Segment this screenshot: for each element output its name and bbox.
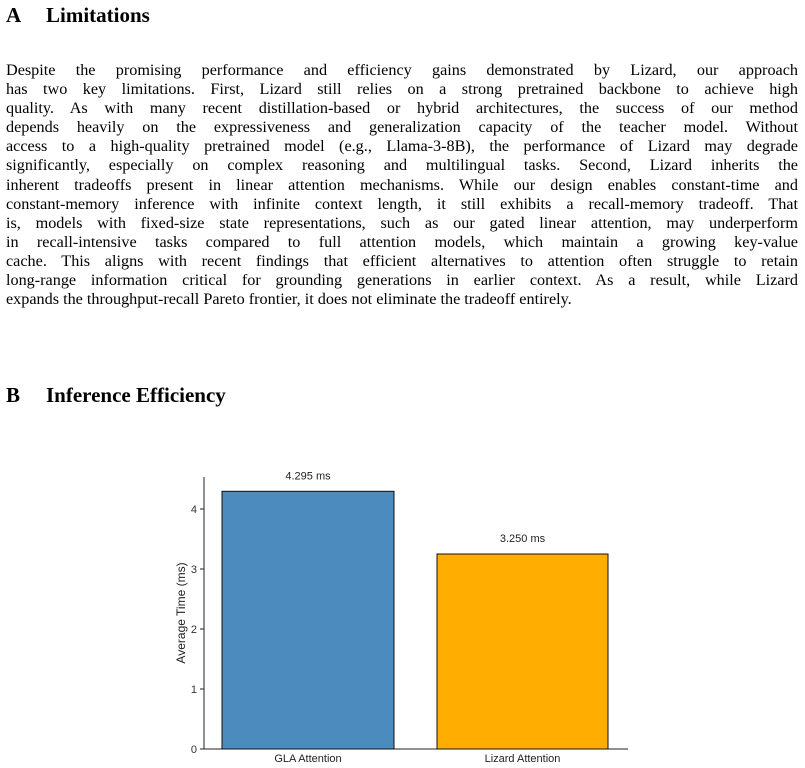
- paragraph-line: expands the throughput-recall Pareto frontier, it does not eliminate the tradeoff entirely.: [6, 290, 572, 309]
- section-title: Inference Efficiency: [46, 383, 226, 407]
- paragraph-line: long-range information critical for grounding generations in earlier context. As a result, while Lizard: [6, 271, 798, 290]
- paragraph-line: cache. This aligns with recent findings that efficient alternatives to attention often struggle to retain: [6, 251, 798, 270]
- paragraph-line: has two key limitations. First, Lizard still relies on a strong pretrained backbone to achieve high: [6, 80, 798, 99]
- x-tick-label: GLA Attention: [274, 753, 342, 765]
- y-axis-label: Average Time (ms): [174, 562, 188, 664]
- paragraph-line: is, models with fixed-size state representations, such as our gated linear attention, may underperform: [6, 213, 798, 232]
- bar-gla-attention: [222, 491, 394, 749]
- y-tick-label: 0: [190, 744, 197, 756]
- paragraph-line: quality. As with many recent distillation-based or hybrid architectures, the success of our method: [6, 99, 798, 118]
- y-tick-label: 1: [190, 684, 197, 696]
- y-tick-label: 3: [190, 564, 197, 576]
- paragraph-line: depends heavily on the expressiveness and generalization capacity of the teacher model. Without: [6, 118, 798, 137]
- section-number: B: [6, 383, 21, 407]
- paragraph-line: constant-memory inference with infinite context length, it still exhibits a recall-memory tradeoff. That: [6, 194, 798, 213]
- paragraph-line: significantly, especially on complex reasoning and multilingual tasks. Second, Lizard inherits the: [6, 156, 798, 175]
- paragraph-line: access to a high-quality pretrained model (e.g., Llama-3-8B), the performance of Lizard may degrade: [6, 137, 798, 156]
- x-tick-label: Lizard Attention: [484, 753, 561, 765]
- bar-lizard-attention: [437, 554, 608, 749]
- section-number: A: [6, 3, 22, 27]
- paragraph-line: in recall-intensive tasks compared to full attention models, which maintain a growing key-value: [6, 232, 798, 251]
- y-tick-label: 4: [190, 504, 197, 516]
- chart-bars: [222, 470, 608, 765]
- bar-value-label: 4.295 ms: [285, 470, 331, 483]
- bar-value-label: 3.250 ms: [499, 533, 546, 545]
- y-tick-label: 2: [190, 624, 197, 636]
- section-title: Limitations: [46, 3, 150, 27]
- paragraph-line: inherent tradeoffs present in linear attention mechanisms. While our design enables constant-time and: [6, 175, 798, 194]
- paragraph-line: Despite the promising performance and efficiency gains demonstrated by Lizard, our approach: [6, 61, 798, 79]
